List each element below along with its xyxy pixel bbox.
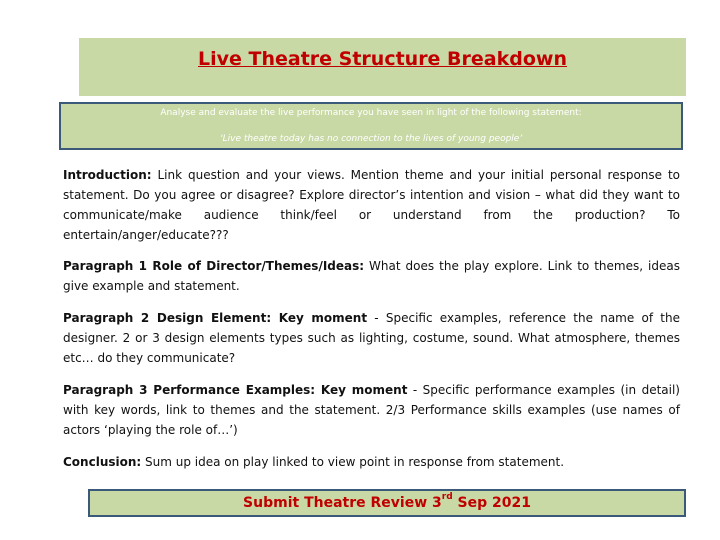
paragraph-3 xyxy=(63,380,680,440)
conclusion-text: Sum up idea on play linked to view point in response from statement. xyxy=(141,455,565,469)
submit-ordinal: rd xyxy=(441,492,453,502)
prompt-statement: ‘Live theatre today has no connection to the lives of young people’ xyxy=(219,134,523,144)
conclusion-paragraph xyxy=(63,452,680,472)
paragraph-3-text: - Specific performance examples (in detail) with key words, link to themes and the statement. 2/3 Performance skills examples (use names of actors ‘playing the role of…’) xyxy=(63,383,680,437)
paragraph-2-text: - Specific examples, reference the name of the designer. 2 or 3 design elements types such as lighting, costume, sound. What atmosphere, themes etc… do they communicate? xyxy=(63,311,680,365)
page-title: Live Theatre Structure Breakdown xyxy=(198,48,567,70)
title-banner xyxy=(79,38,686,96)
prompt-instruction: Analyse and evaluate the live performance you have seen in light of the following statement: xyxy=(160,108,582,118)
submit-text-start: Submit Theatre Review 3 xyxy=(243,495,442,511)
introduction-text: Link question and your views. Mention theme and your initial personal response to statement. Do you agree or disagree? Explore director’s intention and vision – what did they want to communicate/make audience think/feel or understand from the production? To entertain/anger/educate??? xyxy=(63,168,680,242)
introduction-label: Introduction: xyxy=(63,168,152,182)
paragraph-1 xyxy=(63,256,680,296)
submit-deadline-box xyxy=(88,489,686,517)
paragraph-1-text: What does the play explore. Link to themes, ideas give example and statement. xyxy=(63,259,680,293)
paragraph-1-label: Paragraph 1 Role of Director/Themes/Ideas: xyxy=(63,259,365,273)
question-prompt-box xyxy=(59,102,683,150)
paragraph-3-label: Paragraph 3 Performance Examples: Key moment xyxy=(63,383,408,397)
paragraph-2-label: Paragraph 2 Design Element: Key moment xyxy=(63,311,368,325)
submit-deadline-text xyxy=(90,492,684,511)
conclusion-label: Conclusion: xyxy=(63,455,142,469)
introduction-paragraph xyxy=(63,165,680,245)
paragraph-2 xyxy=(63,308,680,368)
submit-text-end: Sep 2021 xyxy=(452,495,531,511)
